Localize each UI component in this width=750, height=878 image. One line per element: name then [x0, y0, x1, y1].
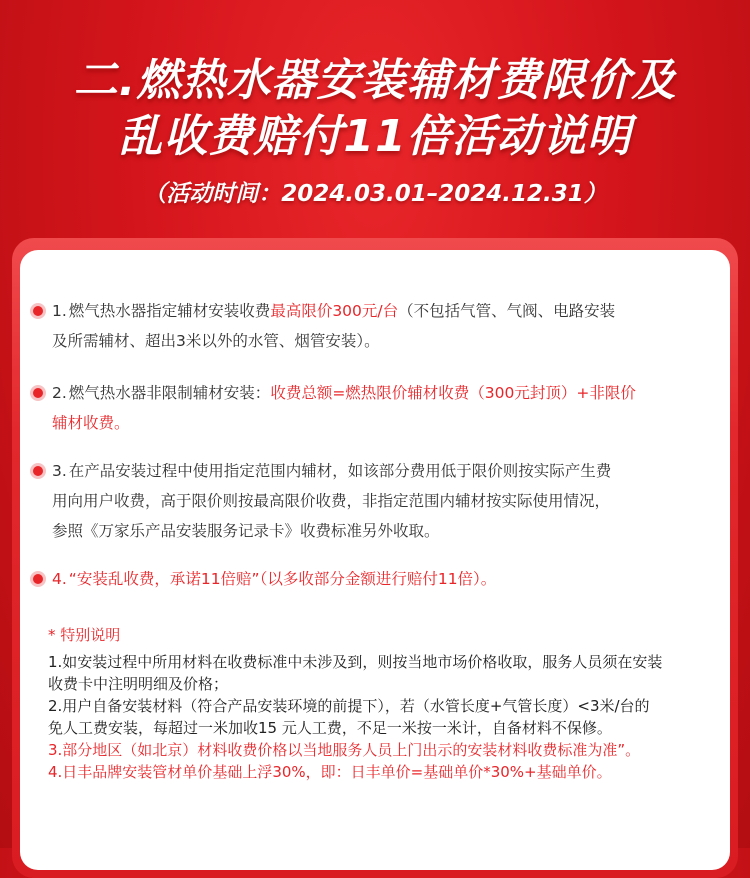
list-item-1 [52, 296, 702, 356]
note-4: 4.日丰品牌安装管材单价基础上浮30%，即：日丰单价=基础单价*30%+基础单价。 [48, 763, 612, 781]
list-item-3 [52, 456, 702, 546]
item-number: 3. [52, 462, 67, 480]
list-item-4 [52, 564, 702, 594]
bullet-dot-icon [30, 385, 46, 401]
special-notes-heading: * 特别说明 [48, 626, 121, 644]
item-1-line-1 [52, 296, 702, 326]
note-1-line-2: 收费卡中注明明细及价格； [48, 675, 229, 693]
price-cap-highlight: 最高限价300元/台 [270, 302, 399, 320]
item-1-line-2: 及所需辅材、超出3米以外的水管、烟管安装）。 [52, 332, 380, 350]
item-3-line-1 [52, 456, 702, 486]
bullet-dot-icon [30, 463, 46, 479]
item-text: 燃气热水器非限制辅材安装： [68, 384, 271, 402]
fee-formula-highlight: 收费总额=燃热限价辅材收费（300元封顶）+非限价 [270, 384, 636, 402]
item-text: 燃气热水器指定辅材安装收费 [68, 302, 271, 320]
item-3-line-2: 用向用户收费，高于限价则按最高限价收费，非指定范围内辅材按实际使用情况， [52, 492, 611, 510]
item-2-line-1 [52, 378, 702, 408]
bullet-dot-icon [30, 303, 46, 319]
bullet-dot-icon [30, 571, 46, 587]
note-1-line-1: 1.如安装过程中所用材料在收费标准中未涉及到，则按当地市场价格收取，服务人员须在安装 [48, 653, 663, 671]
item-text: （不包括气管、气阀、电路安装 [398, 302, 616, 320]
note-2-line-1: 2.用户自备安装材料（符合产品安装环境的前提下），若（水管长度+气管长度）<3米/台的 [48, 697, 650, 715]
compensation-promise: “安装乱收费，承诺11倍赔”（以多收部分金额进行赔付11倍）。 [68, 570, 497, 588]
list-item-2 [52, 378, 702, 438]
item-2-line-2: 辅材收费。 [52, 414, 130, 432]
item-number: 2. [52, 384, 67, 402]
note-3: 3.部分地区（如北京）材料收费价格以当地服务人员上门出示的安装材料收费标准为准”。 [48, 741, 641, 759]
item-3-line-3: 参照《万家乐产品安装服务记录卡》收费标准另外收取。 [52, 522, 440, 540]
note-2-line-2: 免人工费安装，每超过一米加收15 元人工费，不足一米按一米计，自备材料不保修。 [48, 719, 612, 737]
page-title-line2: 乱收费赔付11倍活动说明 [118, 111, 632, 162]
item-number: 4. [52, 570, 67, 588]
special-notes [48, 624, 708, 783]
item-text: 在产品安装过程中使用指定范围内辅材，如该部分费用低于限价则按实际产生费 [68, 462, 612, 480]
item-4-line-1 [52, 564, 702, 594]
item-number: 1. [52, 302, 67, 320]
page-title-line1: 二.燃热水器安装辅材费限价及 [73, 55, 677, 106]
activity-period: （活动时间：2024.03.01–2024.12.31） [143, 181, 607, 207]
